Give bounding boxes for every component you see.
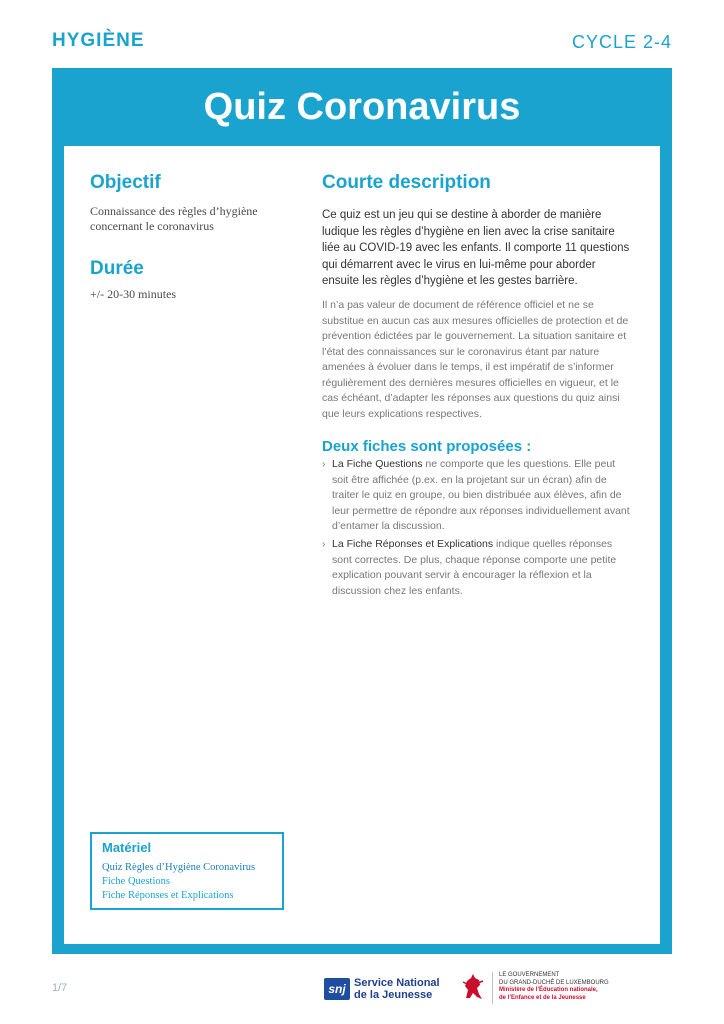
description-intro: Ce quiz est un jeu qui se destine à aborder de manière ludique les règles d’hygiène en lien avec la crise sanitaire liée au COVID-19 avec les enfants. Il comporte 11 questions qui démarrent avec le virus en lui-même pour aborder ensuite les règles d’hygiène et les gestes barrière.: [322, 209, 630, 287]
description-heading: Courte description: [322, 172, 491, 193]
gov-line: LE GOUVERNEMENT: [499, 972, 560, 978]
objectif-text: Connaissance des règles d’hygiène concernant le coronavirus: [90, 204, 258, 233]
materiel-heading: Matériel: [102, 840, 152, 855]
fiche-name: La Fiche Réponses et Explications: [332, 538, 494, 550]
duree-text: +/- 20-30 minutes: [90, 287, 177, 301]
gov-ministry-line: Ministère de l’Éducation nationale,: [499, 987, 598, 993]
government-logo-block: [460, 972, 609, 1004]
materiel-item: Fiche Réponses et Explications: [102, 890, 234, 901]
materiel-box: [90, 832, 284, 910]
chevron-right-icon: ›: [322, 458, 326, 470]
materiel-item: Fiche Questions: [102, 876, 170, 887]
materiel-item: Quiz Règles d’Hygiène Coronavirus: [102, 862, 256, 873]
snj-logo: snj: [324, 978, 350, 1000]
page-title: Quiz Coronavirus: [203, 86, 521, 128]
snj-line: de la Jeunesse: [354, 989, 433, 1001]
lion-icon: [460, 972, 486, 1002]
section-label: HYGIÈNE: [52, 30, 145, 51]
fiche-item: [322, 537, 632, 599]
fiche-text: ne comporte que les questions. Elle peut soit être affichée (p.ex. en la projetant sur un écran) afin de traiter le quiz en groupe, ou bien distribuée aux élèves, afin de leur permettre de répondre aux réponses individuellement avant d’entamer la discussion.: [332, 458, 630, 532]
duree-heading: Durée: [90, 258, 144, 279]
gov-ministry-line: de l’Enfance et de la Jeunesse: [499, 994, 586, 1001]
snj-logo-block: [324, 977, 440, 1001]
fiche-item: [322, 457, 632, 535]
content-panel: [64, 146, 660, 944]
description-disclaimer: Il n’a pas valeur de document de référence officiel et ne se substitue en aucun cas aux mesures officielles de protection et de prévention édictées par le gouvernement. La situation sanitaire et l’état des connaissances sur le coronavirus étant par nature amenées à évoluer dans le temps, il est impératif de s’informer régulièrement des dernières mesures officielles en vigueur, et le cas échéant, d’adapter les réponses aux questions du quiz ainsi que leurs explications respectives.: [322, 299, 629, 420]
government-name: [499, 972, 609, 1002]
divider: [492, 972, 493, 1004]
content-frame: [52, 68, 672, 954]
objectif-heading: Objectif: [90, 172, 161, 193]
page-number: 1/7: [52, 982, 68, 994]
fiche-name: La Fiche Questions: [332, 458, 423, 470]
snj-name: [354, 977, 440, 1001]
snj-line: Service National: [354, 977, 440, 989]
cycle-label: CYCLE 2-4: [571, 32, 672, 52]
gov-line: DU GRAND-DUCHÉ DE LUXEMBOURG: [499, 979, 609, 986]
fiche-text: indique quelles réponses sont correctes. De plus, chaque réponse comporte une petite explication pouvant servir à encourager la réflexion et la discussion chez les enfants.: [332, 538, 617, 597]
fiches-heading: Deux fiches sont proposées :: [322, 438, 532, 455]
chevron-right-icon: ›: [322, 538, 326, 550]
